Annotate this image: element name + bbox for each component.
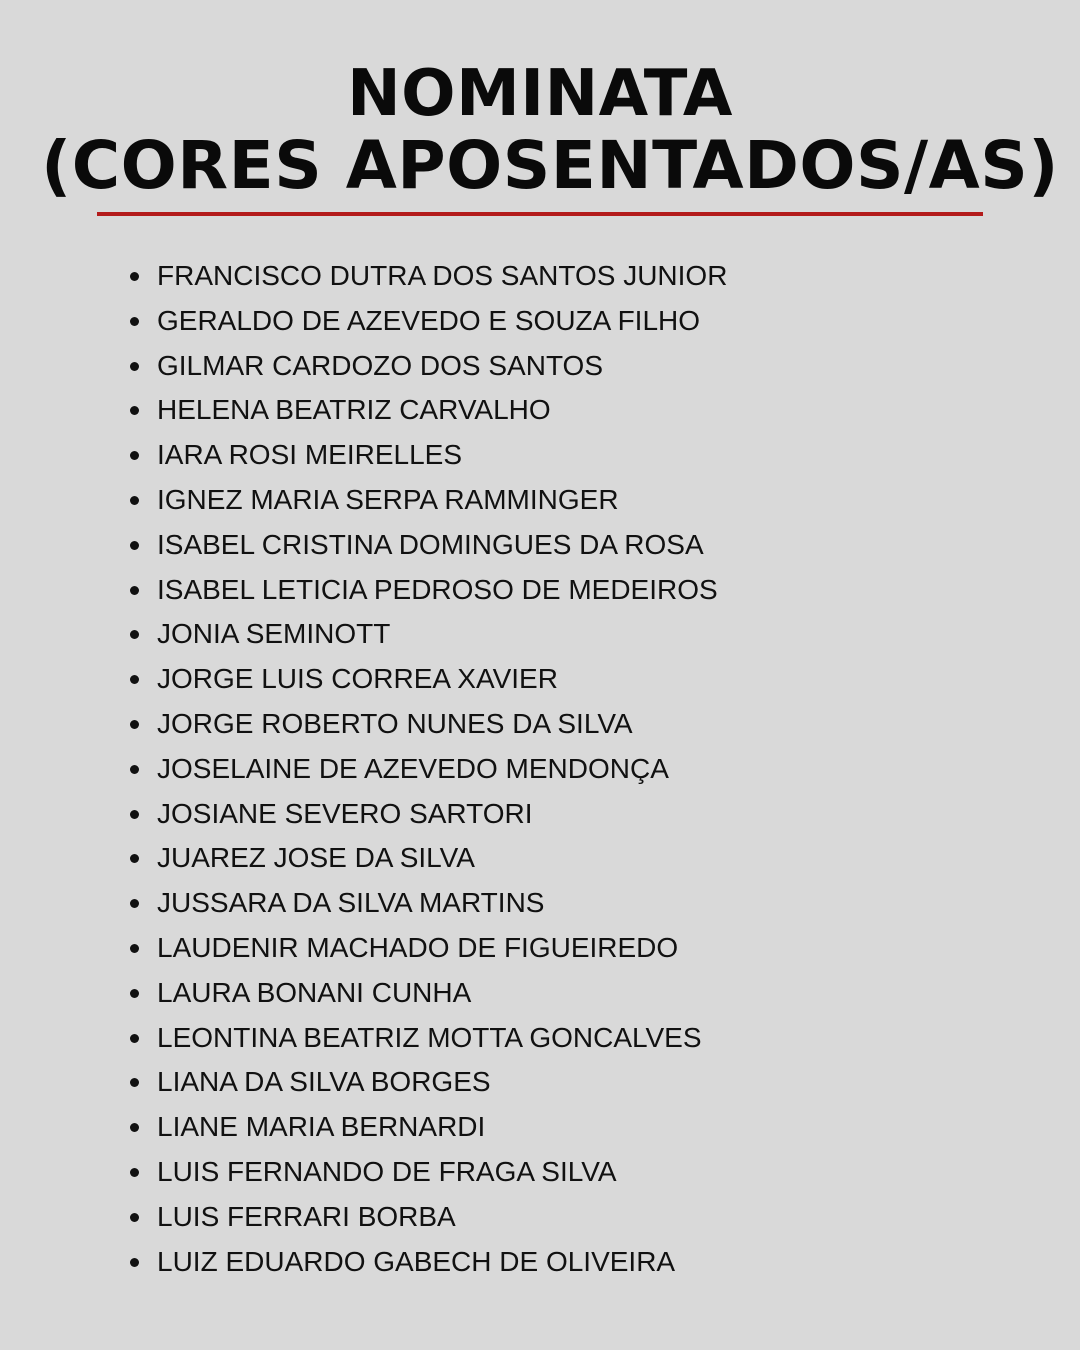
list-item-label: IARA ROSI MEIRELLES bbox=[157, 439, 462, 471]
list-item bbox=[0, 388, 1080, 433]
list-item bbox=[0, 792, 1080, 837]
bullet-icon bbox=[130, 854, 139, 863]
list-item bbox=[0, 568, 1080, 613]
list-item bbox=[0, 1150, 1080, 1195]
bullet-icon bbox=[130, 765, 139, 774]
bullet-icon bbox=[130, 1123, 139, 1132]
list-item-label: IGNEZ MARIA SERPA RAMMINGER bbox=[157, 483, 619, 515]
list-item bbox=[0, 1016, 1080, 1061]
list-item-label: JORGE ROBERTO NUNES DA SILVA bbox=[157, 707, 633, 739]
bullet-icon bbox=[130, 1213, 139, 1222]
bullet-icon bbox=[130, 272, 139, 281]
list-item bbox=[0, 433, 1080, 478]
list-item-label: ISABEL LETICIA PEDROSO DE MEDEIROS bbox=[157, 573, 718, 605]
list-item-label: HELENA BEATRIZ CARVALHO bbox=[157, 394, 551, 426]
list-item-label: JUSSARA DA SILVA MARTINS bbox=[157, 887, 545, 919]
bullet-icon bbox=[130, 317, 139, 326]
list-item bbox=[0, 971, 1080, 1016]
list-item bbox=[0, 881, 1080, 926]
bullet-icon bbox=[130, 810, 139, 819]
list-item-label: FRANCISCO DUTRA DOS SANTOS JUNIOR bbox=[157, 260, 728, 291]
bullet-icon bbox=[130, 1168, 139, 1177]
list-item-label: JOSIANE SEVERO SARTORI bbox=[157, 797, 533, 829]
list-item-label: JUAREZ JOSE DA SILVA bbox=[157, 842, 475, 874]
list-item bbox=[0, 747, 1080, 792]
list-item-label: ISABEL CRISTINA DOMINGUES DA ROSA bbox=[157, 528, 704, 560]
list-item-label: JOSELAINE DE AZEVEDO MENDONÇA bbox=[157, 752, 669, 784]
bullet-icon bbox=[130, 630, 139, 639]
list-item bbox=[0, 299, 1080, 344]
list-item bbox=[0, 1240, 1080, 1285]
title-line-1: NOMINATA bbox=[347, 57, 733, 131]
bullet-icon bbox=[130, 1078, 139, 1087]
page-title bbox=[0, 58, 1080, 202]
bullet-icon bbox=[130, 406, 139, 415]
list-item bbox=[0, 702, 1080, 747]
list-item bbox=[0, 523, 1080, 568]
bullet-icon bbox=[130, 720, 139, 729]
list-item-label: JORGE LUIS CORREA XAVIER bbox=[157, 663, 558, 695]
bullet-icon bbox=[130, 1034, 139, 1043]
list-item bbox=[0, 1105, 1080, 1150]
bullet-icon bbox=[130, 1258, 139, 1267]
list-item-label: LAUDENIR MACHADO DE FIGUEIREDO bbox=[157, 931, 679, 963]
list-item-label: LUIS FERRARI BORBA bbox=[157, 1200, 456, 1232]
list-item-label: LEONTINA BEATRIZ MOTTA GONCALVES bbox=[157, 1021, 702, 1053]
bullet-icon bbox=[130, 944, 139, 953]
title-divider bbox=[97, 212, 983, 216]
bullet-icon bbox=[130, 675, 139, 684]
bullet-icon bbox=[130, 586, 139, 595]
title-line-2: (CORES APOSENTADOS/AS) bbox=[41, 127, 1059, 204]
list-item-label: LUIS FERNANDO DE FRAGA SILVA bbox=[157, 1155, 617, 1187]
bullet-icon bbox=[130, 362, 139, 371]
list-item-label: LIANA DA SILVA BORGES bbox=[157, 1066, 491, 1098]
list-item-label: GILMAR CARDOZO DOS SANTOS bbox=[157, 349, 603, 381]
list-item bbox=[0, 836, 1080, 881]
list-item-label: JONIA SEMINOTT bbox=[157, 618, 391, 650]
list-item bbox=[0, 1060, 1080, 1105]
list-item-label: LIANE MARIA BERNARDI bbox=[157, 1111, 486, 1143]
name-list bbox=[0, 254, 1080, 1284]
list-item bbox=[0, 344, 1080, 389]
bullet-icon bbox=[130, 541, 139, 550]
list-item-label: LAURA BONANI CUNHA bbox=[157, 976, 472, 1008]
bullet-icon bbox=[130, 899, 139, 908]
bullet-icon bbox=[130, 989, 139, 998]
bullet-icon bbox=[130, 451, 139, 460]
list-item bbox=[0, 1195, 1080, 1240]
list-item bbox=[0, 254, 1080, 299]
bullet-icon bbox=[130, 496, 139, 505]
list-item bbox=[0, 478, 1080, 523]
list-item bbox=[0, 612, 1080, 657]
list-item bbox=[0, 926, 1080, 971]
list-item-label: LUIZ EDUARDO GABECH DE OLIVEIRA bbox=[157, 1245, 676, 1277]
list-item-label: GERALDO DE AZEVEDO E SOUZA FILHO bbox=[157, 304, 701, 336]
list-item bbox=[0, 657, 1080, 702]
